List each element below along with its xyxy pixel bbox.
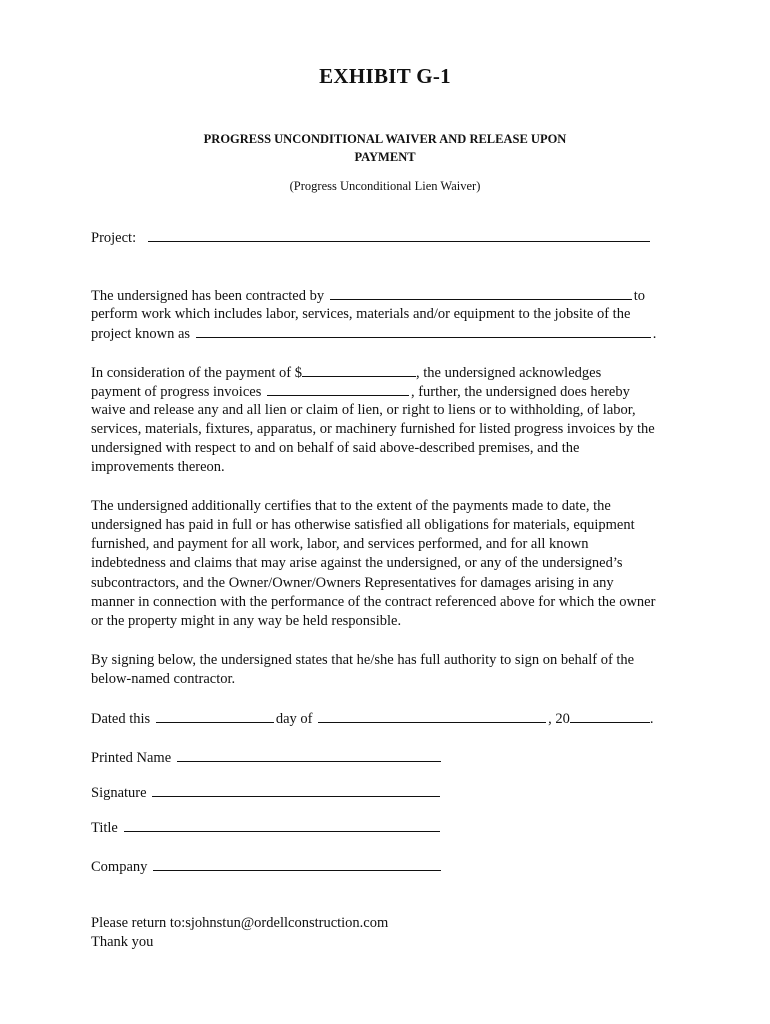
certifies-line-6: manner in connection with the performance of the contract referenced above for which the owner bbox=[91, 594, 656, 610]
certifies-line-7: or the property might in any way be held responsible. bbox=[91, 613, 402, 629]
thank-you: Thank you bbox=[91, 934, 154, 950]
consideration-line-5: undersigned with respect to and on behalf of said above-described premises, and the bbox=[91, 440, 580, 456]
day-field[interactable] bbox=[156, 709, 274, 723]
consideration-line-3: waive and release any and all lien or claim of lien, or right to liens or to withholding, of labor, bbox=[91, 402, 636, 418]
day-of-label: day of bbox=[275, 711, 313, 727]
title-row bbox=[91, 818, 442, 838]
subtitle-line-1: PROGRESS UNCONDITIONAL WAIVER AND RELEASE UPON bbox=[203, 132, 567, 146]
signing-line-1: By signing below, the undersigned states that he/she has full authority to sign on behalf of the bbox=[91, 652, 635, 668]
project-field[interactable] bbox=[148, 228, 650, 242]
contracted-line-3 bbox=[91, 324, 656, 344]
printed-name-row bbox=[91, 748, 443, 768]
signature-row bbox=[91, 783, 442, 803]
period: . bbox=[652, 326, 657, 342]
company-label: Company bbox=[91, 859, 148, 875]
waiver-subtitle bbox=[170, 130, 600, 166]
subtitle-line-2: PAYMENT bbox=[354, 150, 416, 164]
return-label: Please return to: bbox=[91, 915, 186, 931]
dated-row bbox=[91, 709, 653, 729]
consideration-line-4: services, materials, fixtures, apparatus, or machinery furnished for listed progress invoices by the bbox=[91, 421, 655, 437]
acknowledges-text: , the undersigned acknowledges bbox=[416, 365, 602, 381]
printed-name-field[interactable] bbox=[177, 748, 441, 762]
certifies-line-2: undersigned has paid in full or has otherwise satisfied all obligations for materials, equipment bbox=[91, 517, 635, 533]
company-row bbox=[91, 857, 443, 877]
payment-label: In consideration of the payment of $ bbox=[91, 365, 302, 381]
dated-period: . bbox=[649, 711, 654, 727]
return-row bbox=[91, 914, 388, 933]
further-text: , further, the undersigned does hereby bbox=[410, 384, 630, 400]
project-known-as-label: project known as bbox=[91, 326, 191, 342]
printed-name-label: Printed Name bbox=[91, 750, 172, 766]
dated-this-label: Dated this bbox=[91, 711, 151, 727]
year-field[interactable] bbox=[570, 709, 650, 723]
certifies-line-4: indebtedness and claims that may arise against the undersigned, or any of the undersigned’s bbox=[91, 555, 623, 571]
certifies-line-1: The undersigned additionally certifies that to the extent of the payments made to date, the bbox=[91, 498, 611, 514]
contracted-text-end: to bbox=[633, 288, 646, 304]
signing-line-2: below-named contractor. bbox=[91, 671, 236, 687]
project-label: Project: bbox=[91, 230, 137, 246]
progress-invoices-field[interactable] bbox=[267, 382, 409, 396]
contracted-text-start: The undersigned has been contracted by bbox=[91, 288, 325, 304]
year-prefix-label: , 20 bbox=[548, 711, 570, 727]
consideration-line-2 bbox=[91, 382, 630, 402]
title-field[interactable] bbox=[124, 818, 440, 832]
title-label: Title bbox=[91, 820, 118, 836]
company-field[interactable] bbox=[153, 857, 441, 871]
project-known-as-field[interactable] bbox=[196, 324, 651, 338]
payment-amount-field[interactable] bbox=[302, 363, 416, 377]
consideration-line-6: improvements thereon. bbox=[91, 459, 225, 475]
return-email: sjohnstun@ordellconstruction.com bbox=[185, 915, 389, 931]
month-field[interactable] bbox=[318, 709, 546, 723]
certifies-line-3: furnished, and payment for all work, labor, and services performed, and for all known bbox=[91, 536, 589, 552]
contracted-line-2: perform work which includes labor, services, materials and/or equipment to the jobsite of the bbox=[91, 306, 631, 322]
signature-label: Signature bbox=[91, 785, 147, 801]
contracted-by-field[interactable] bbox=[330, 286, 632, 300]
exhibit-title: EXHIBIT G-1 bbox=[319, 64, 451, 88]
parenthetical-note: (Progress Unconditional Lien Waiver) bbox=[289, 179, 481, 193]
consideration-line-1 bbox=[91, 363, 601, 383]
project-row bbox=[91, 228, 652, 248]
signature-field[interactable] bbox=[152, 783, 440, 797]
progress-invoices-label: payment of progress invoices bbox=[91, 384, 262, 400]
contracted-line-1 bbox=[91, 286, 645, 306]
certifies-line-5: subcontractors, and the Owner/Owner/Owners Representatives for damages arising in any bbox=[91, 575, 614, 591]
